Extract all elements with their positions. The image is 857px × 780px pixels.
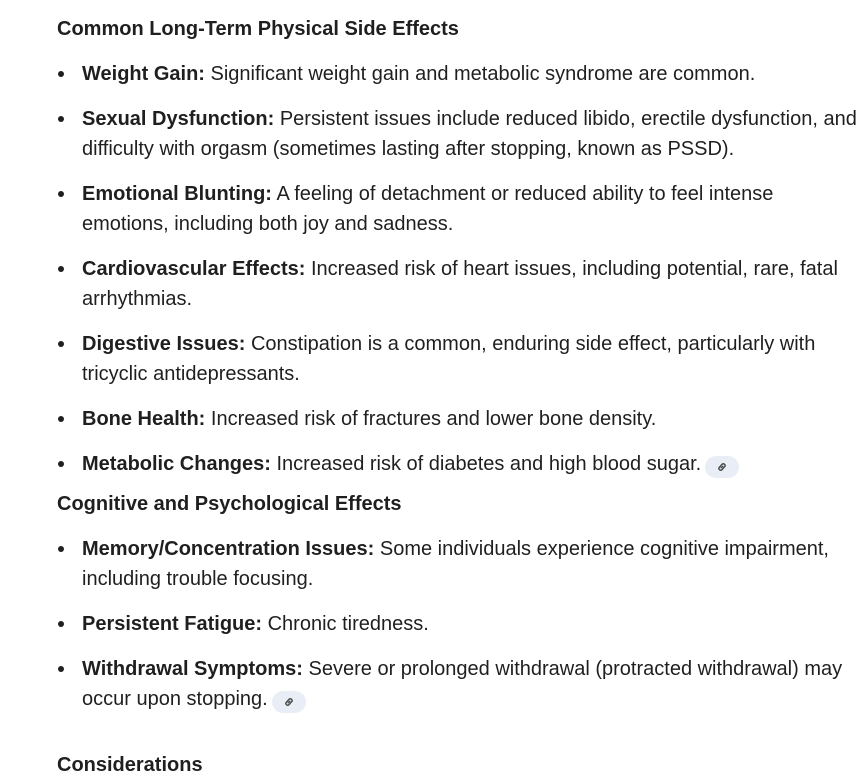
bullet bbox=[58, 666, 64, 672]
bullet bbox=[58, 71, 64, 77]
item-term: Digestive Issues: bbox=[82, 333, 246, 355]
list-item bbox=[57, 404, 857, 434]
bullet bbox=[58, 191, 64, 197]
item-text: Persistent issues include reduced libido, erectile dysfunction, and difficulty with orgasm (sometimes lasting after stopping, known as PSSD). bbox=[82, 108, 857, 160]
list-item bbox=[57, 59, 857, 89]
item-term: Memory/Concentration Issues: bbox=[82, 538, 375, 560]
source-link-chip[interactable] bbox=[272, 691, 306, 713]
item-text: Constipation is a common, enduring side effect, particularly with tricyclic antidepressants. bbox=[82, 333, 816, 385]
item-text: A feeling of detachment or reduced ability to feel intense emotions, including both joy and sadness. bbox=[82, 183, 774, 235]
list-item bbox=[57, 654, 857, 714]
bullet bbox=[58, 546, 64, 552]
section-heading-cognitive: Cognitive and Psychological Effects bbox=[57, 493, 402, 515]
item-text: Increased risk of heart issues, including potential, rare, fatal arrhythmias. bbox=[82, 258, 838, 310]
item-term: Emotional Blunting: bbox=[82, 183, 272, 205]
item-text: Increased risk of diabetes and high blood sugar. bbox=[270, 453, 702, 475]
list-item bbox=[57, 179, 857, 239]
bullet bbox=[58, 341, 64, 347]
item-text: Some individuals experience cognitive impairment, including trouble focusing. bbox=[82, 538, 829, 590]
item-term: Cardiovascular Effects: bbox=[82, 258, 306, 280]
item-text: Significant weight gain and metabolic syndrome are common. bbox=[204, 63, 756, 85]
source-link-chip[interactable] bbox=[705, 456, 739, 478]
item-term: Persistent Fatigue: bbox=[82, 613, 263, 635]
bullet bbox=[58, 266, 64, 272]
item-text: Chronic tiredness. bbox=[262, 613, 429, 635]
list-item bbox=[57, 534, 857, 594]
list-item bbox=[57, 329, 857, 389]
bullet bbox=[58, 621, 64, 627]
link-icon bbox=[283, 696, 295, 708]
item-term: Weight Gain: bbox=[82, 63, 205, 85]
list-item bbox=[57, 609, 857, 639]
link-icon bbox=[716, 461, 728, 473]
response-content bbox=[57, 14, 857, 714]
section-heading-partial: Considerations bbox=[57, 754, 203, 776]
physical-effects-list bbox=[57, 59, 857, 479]
list-item bbox=[57, 104, 857, 164]
bullet bbox=[58, 461, 64, 467]
item-term: Sexual Dysfunction: bbox=[82, 108, 275, 130]
item-text: Increased risk of fractures and lower bone density. bbox=[205, 408, 657, 430]
section-heading-physical: Common Long-Term Physical Side Effects bbox=[57, 18, 459, 40]
list-item bbox=[57, 449, 857, 479]
item-term: Withdrawal Symptoms: bbox=[82, 658, 303, 680]
cognitive-effects-list bbox=[57, 534, 857, 714]
item-term: Metabolic Changes: bbox=[82, 453, 271, 475]
bullet bbox=[58, 116, 64, 122]
bullet bbox=[58, 416, 64, 422]
list-item bbox=[57, 254, 857, 314]
item-text: Severe or prolonged withdrawal (protracted withdrawal) may occur upon stopping. bbox=[82, 658, 843, 710]
item-term: Bone Health: bbox=[82, 408, 206, 430]
